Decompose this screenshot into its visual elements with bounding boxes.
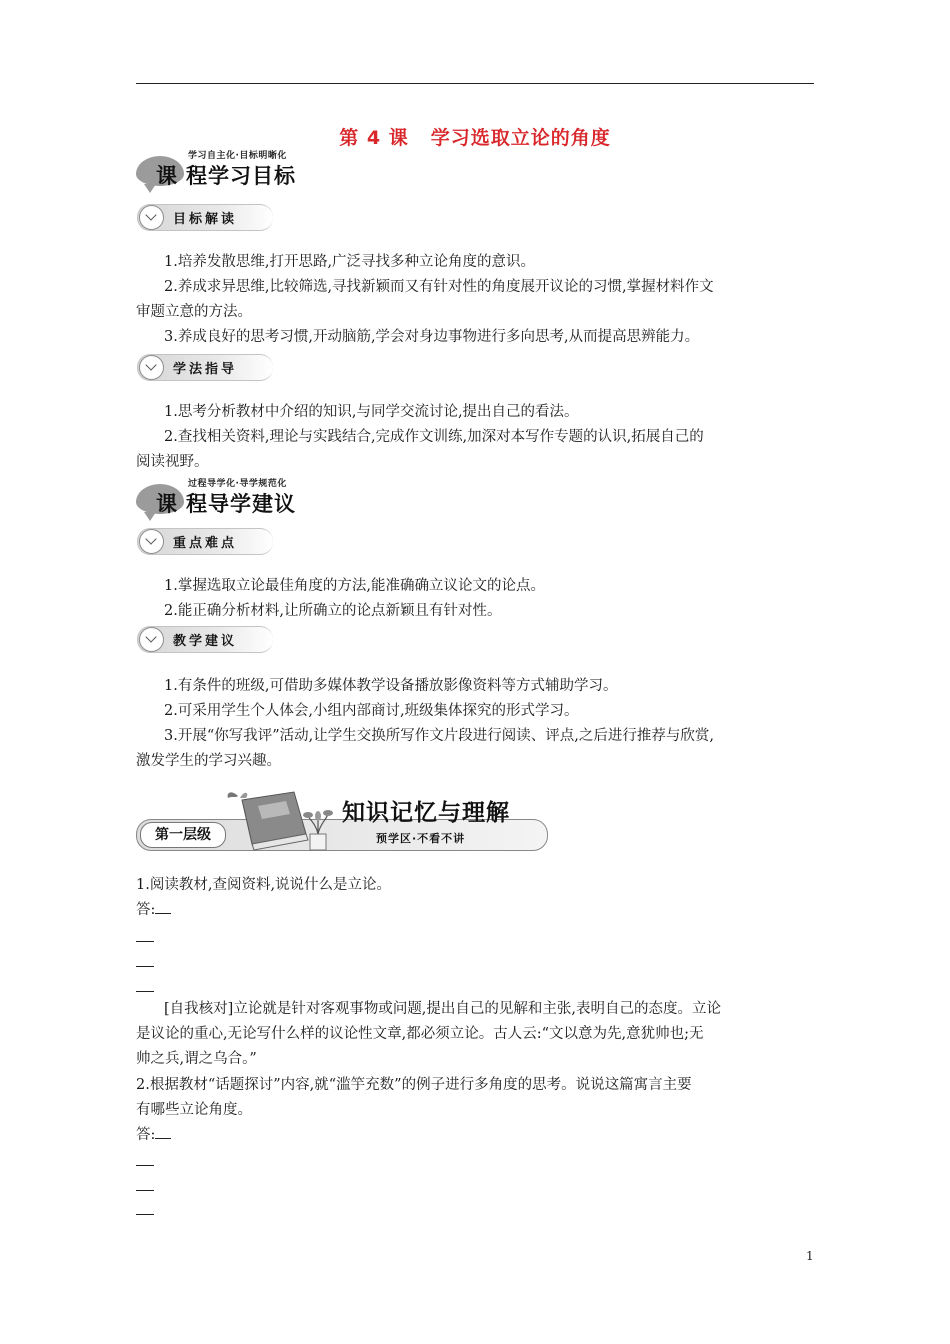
goal-3: 3.养成良好的思考习惯,开动脑筋,学会对身边事物进行多向思考,从而提高思辨能力。	[164, 329, 700, 345]
question-1: 1.阅读教材,查阅资料,说说什么是立论。	[136, 877, 392, 893]
question-2-cont: 有哪些立论角度。	[136, 1102, 252, 1118]
question-2: 2.根据教材“话题探讨”内容,就“滥竽充数”的例子进行多角度的思考。说说这篇寓言主要	[136, 1077, 692, 1093]
answer-label-1: 答:	[136, 898, 816, 923]
goal-2: 2.养成求异思维,比较筛选,寻找新颖而又有针对性的角度展开议论的习惯,掌握材料作文	[164, 279, 714, 295]
sub-banner-label: 学法指导	[173, 362, 238, 377]
section-banner-learning-goals	[136, 150, 436, 190]
section-subtitle: 学习自主化·目标明晰化	[188, 151, 287, 161]
keypoint-1: 1.掌握选取立论最佳角度的方法,能准确确立议论文的论点。	[164, 578, 545, 594]
self-check-1-cont2: 帅之兵,谓之乌合。”	[136, 1051, 257, 1067]
sub-banner-label: 目标解读	[173, 212, 238, 227]
level-subtitle: 预学区·不看不讲	[376, 832, 466, 845]
level-banner	[136, 782, 556, 862]
lesson-number: 第 4 课	[339, 127, 409, 149]
answer-line[interactable]	[136, 1214, 154, 1215]
section-title: 程导学建议	[186, 492, 296, 516]
section-big-char: 课	[156, 164, 177, 188]
sub-banner-teaching-suggestions	[137, 626, 277, 653]
chevron-down-icon	[139, 205, 164, 230]
sub-banner-key-difficulties	[137, 528, 277, 555]
method-2: 2.查找相关资料,理论与实践结合,完成作文训练,加深对本写作专题的认识,拓展自己的	[164, 429, 704, 445]
keypoint-2: 2.能正确分析材料,让所确立的论点新颖且有针对性。	[164, 603, 502, 619]
method-1: 1.思考分析教材中介绍的知识,与同学交流讨论,提出自己的看法。	[164, 404, 579, 420]
self-check-1-cont: 是议论的重心,无论写什么样的议论性文章,都必须立论。古人云:“文以意为先,意犹帅也;无	[136, 1026, 704, 1042]
level-tag: 第一层级	[140, 822, 226, 848]
sub-banner-label: 重点难点	[173, 536, 238, 551]
chevron-down-icon	[139, 529, 164, 554]
header-rule	[136, 83, 814, 84]
sub-banner-study-method	[137, 354, 277, 381]
lesson-title	[0, 123, 950, 150]
sub-banner-label: 教学建议	[173, 634, 238, 649]
level-title: 知识记忆与理解	[342, 800, 510, 826]
answer-label-2: 答:	[136, 1123, 816, 1148]
page-number: 1	[806, 1249, 814, 1263]
goal-2-cont: 审题立意的方法。	[136, 304, 252, 320]
lesson-name: 学习选取立论的角度	[430, 127, 611, 149]
answer-line[interactable]	[136, 966, 154, 967]
section-banner-guidance	[136, 478, 436, 518]
section-title: 程学习目标	[186, 164, 296, 188]
section-subtitle: 过程导学化·导学规范化	[188, 479, 287, 489]
suggestion-2: 2.可采用学生个人体会,小组内部商讨,班级集体探究的形式学习。	[164, 703, 579, 719]
section-big-char: 课	[156, 492, 177, 516]
suggestion-3: 3.开展“你写我评”活动,让学生交换所写作文片段进行阅读、评点,之后进行推荐与欣赏,	[164, 728, 714, 744]
suggestion-1: 1.有条件的班级,可借助多媒体教学设备播放影像资料等方式辅助学习。	[164, 678, 618, 694]
answer-line[interactable]	[136, 941, 154, 942]
goal-1: 1.培养发散思维,打开思路,广泛寻找多种立论角度的意识。	[164, 254, 536, 270]
chevron-down-icon	[139, 355, 164, 380]
method-2-cont: 阅读视野。	[136, 454, 209, 470]
answer-line[interactable]	[136, 1165, 154, 1166]
answer-line[interactable]	[136, 991, 154, 992]
answer-line[interactable]	[136, 1190, 154, 1191]
self-check-1: [自我核对]立论就是针对客观事物或问题,提出自己的见解和主张,表明自己的态度。立论	[164, 1001, 722, 1017]
sub-banner-goal-interpretation	[137, 204, 277, 231]
book-plant-icon	[224, 790, 334, 852]
chevron-down-icon	[139, 627, 164, 652]
suggestion-3-cont: 激发学生的学习兴趣。	[136, 753, 281, 769]
